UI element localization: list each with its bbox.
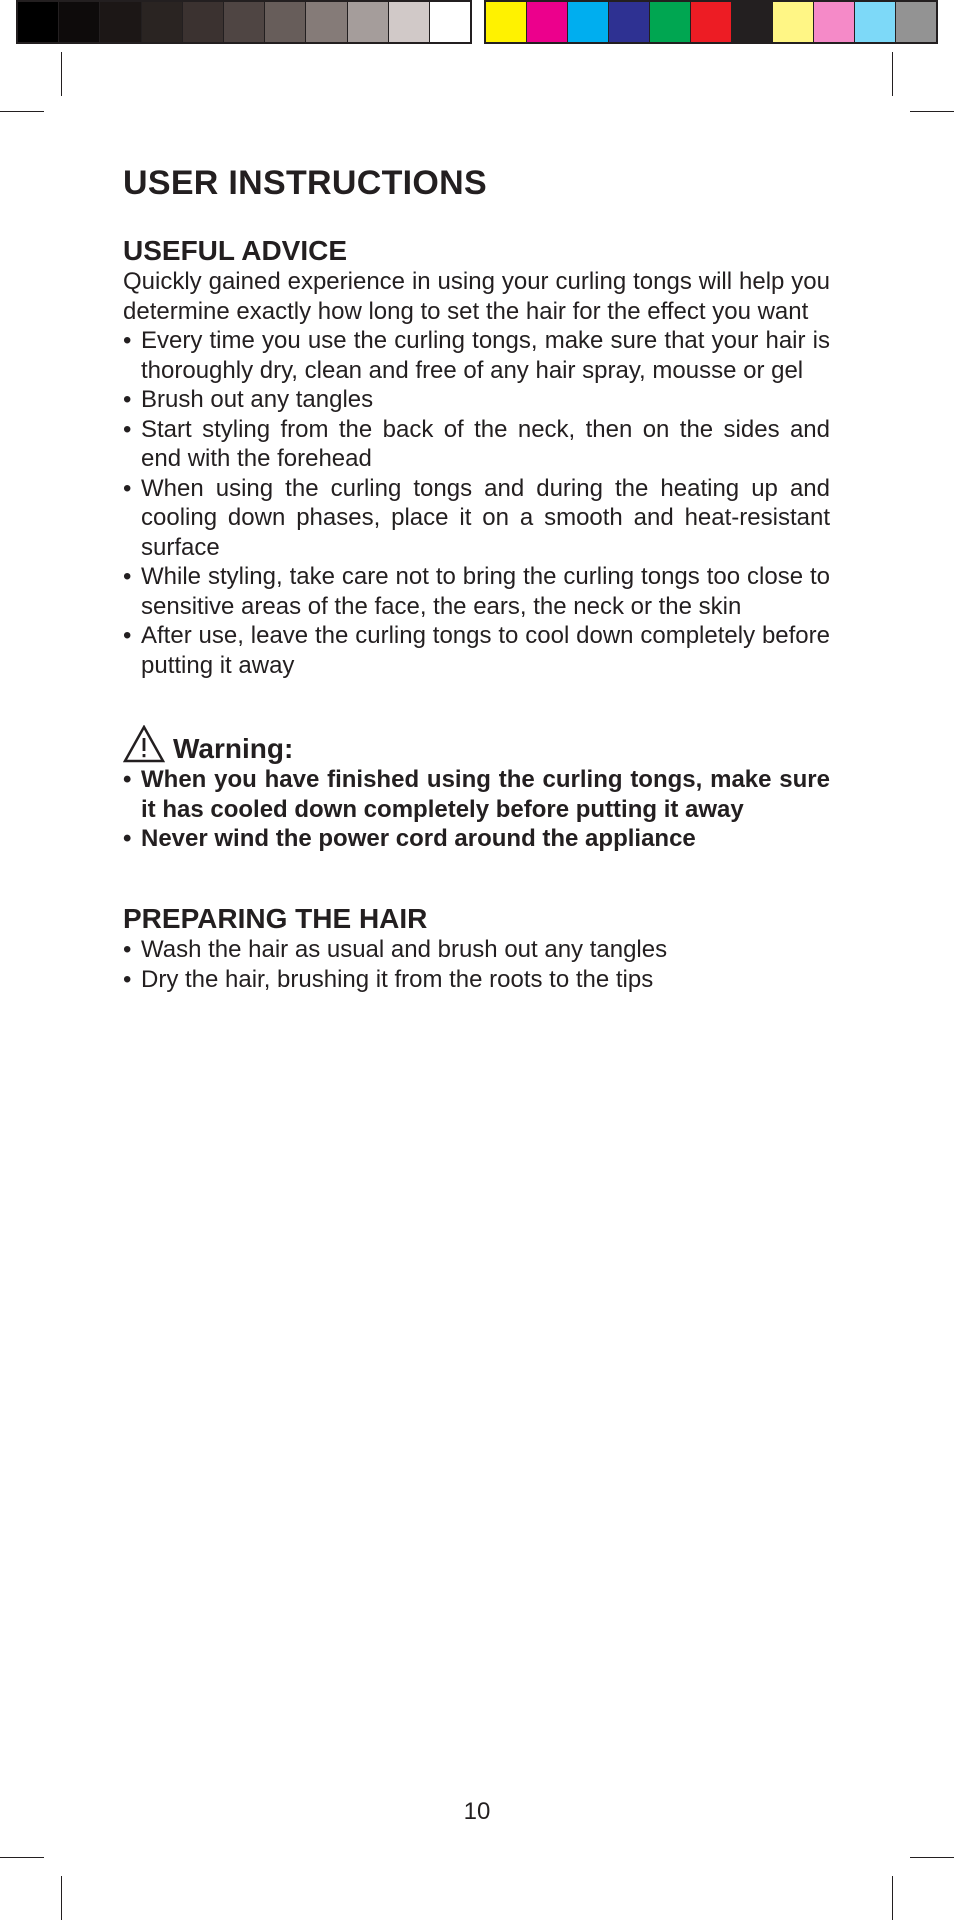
color-swatch: [306, 2, 347, 42]
color-swatch: [224, 2, 265, 42]
list-item-text: While styling, take care not to bring the curling tongs too close to sensitive areas of the face, the ears, the neck or the skin: [141, 563, 830, 620]
list-item: [123, 326, 830, 385]
crop-mark: [61, 52, 62, 96]
color-swatch: [568, 2, 609, 42]
color-swatch: [142, 2, 183, 42]
color-swatch: [486, 2, 527, 42]
useful-advice-intro: Quickly gained experience in using your curling tongs will help you determine exactly how long to set the hair for the effect you want: [123, 268, 830, 325]
page-number: 10: [463, 1798, 491, 1825]
bullet: •: [123, 766, 132, 794]
grayscale-color-bar: [16, 0, 472, 44]
list-item: [123, 621, 830, 680]
list-item: [123, 965, 830, 995]
color-swatch: [896, 2, 936, 42]
bullet: •: [123, 563, 132, 591]
bullet: •: [123, 415, 132, 443]
color-swatch: [527, 2, 568, 42]
list-item-text: When using the curling tongs and during the heating up and cooling down phases, place it on a smooth and heat-resistant surface: [141, 474, 830, 561]
crop-mark: [910, 111, 954, 112]
color-swatch: [183, 2, 224, 42]
color-swatch: [265, 2, 306, 42]
process-color-bar: [484, 0, 938, 44]
page-title: USER INSTRUCTIONS: [123, 164, 488, 202]
bullet: •: [123, 327, 132, 355]
list-item: [123, 474, 830, 563]
preparing-hair-heading: PREPARING THE HAIR: [123, 902, 428, 934]
crop-mark: [61, 1876, 62, 1920]
color-swatch: [59, 2, 100, 42]
list-item-text: When you have finished using the curling tongs, make sure it has cooled down completely before putting it away: [141, 766, 830, 823]
list-item: [123, 935, 830, 965]
color-swatch: [773, 2, 814, 42]
list-item: [123, 765, 830, 824]
list-item-text: Start styling from the back of the neck, then on the sides and end with the forehead: [141, 415, 830, 473]
list-item-text: After use, leave the curling tongs to cool down completely before putting it away: [141, 622, 830, 679]
bullet: •: [123, 825, 132, 853]
list-item-text: Never wind the power cord around the appliance: [141, 825, 696, 853]
preparing-hair-list: [123, 935, 830, 994]
crop-mark: [0, 1857, 44, 1858]
color-swatch: [100, 2, 141, 42]
color-swatch: [855, 2, 896, 42]
color-swatch: [650, 2, 691, 42]
list-item-text: Wash the hair as usual and brush out any tangles: [141, 936, 668, 964]
list-item: [123, 824, 830, 854]
bullet: •: [123, 386, 132, 414]
bullet: •: [123, 474, 132, 502]
color-swatch: [732, 2, 773, 42]
color-swatch: [389, 2, 430, 42]
color-swatch: [18, 2, 59, 42]
list-item-text: Brush out any tangles: [141, 386, 374, 414]
list-item: [123, 415, 830, 474]
warning-heading: Warning:: [173, 732, 294, 764]
list-item-text: Every time you use the curling tongs, make sure that your hair is thoroughly dry, clean and free of any hair spray, mousse or gel: [141, 327, 830, 384]
useful-advice-heading: USEFUL ADVICE: [123, 234, 348, 266]
list-item-text: Dry the hair, brushing it from the roots to the tips: [141, 965, 654, 993]
warning-heading-row: [123, 725, 830, 765]
bullet: •: [123, 965, 132, 993]
bullet: •: [123, 936, 132, 964]
useful-advice-list: [123, 326, 830, 680]
crop-mark: [892, 52, 893, 96]
color-swatch: [430, 2, 470, 42]
crop-mark: [892, 1876, 893, 1920]
color-swatch: [814, 2, 855, 42]
crop-mark: [910, 1857, 954, 1858]
page-content: [123, 163, 830, 994]
color-swatch: [348, 2, 389, 42]
warning-list: [123, 765, 830, 854]
crop-mark: [0, 111, 44, 112]
bullet: •: [123, 622, 132, 650]
color-swatch: [609, 2, 650, 42]
color-swatch: [691, 2, 732, 42]
list-item: [123, 562, 830, 621]
warning-triangle-icon: [123, 725, 165, 763]
list-item: [123, 385, 830, 415]
